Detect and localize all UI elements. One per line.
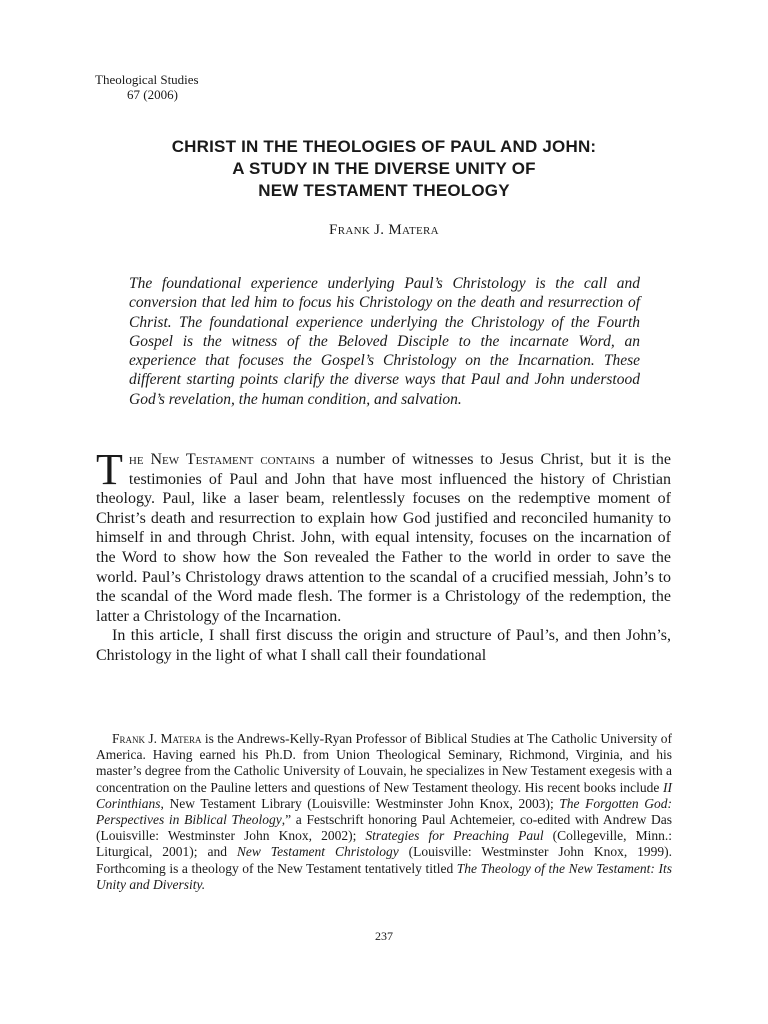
body-text	[96, 445, 672, 666]
footnote-text-1: is the Andrews-Kelly-Ryan Professor of Biblical Studies at The Catholic University of America. Having earned his Ph.D. from Union Theological Seminary, Richmond, Virginia, and his master’s degree from the Catholic University of Louvain, he specializes in New Testament exegesis with a concentration on the Pauline letters and questions of New Testament theology. His recent books include	[96, 731, 672, 795]
author-footnote	[96, 731, 672, 893]
lead-in-smallcaps: he New Testament contains	[128, 451, 316, 468]
book-title-4: New Testament Christology	[236, 844, 399, 860]
footnote-text-4: (Collegeville, Minn.: Liturgical, 2001); and	[96, 828, 672, 860]
book-title-3: Strategies for Preaching Paul	[365, 828, 544, 844]
book-title-5: The Theology of the New Testament: Its Unity and Diversity.	[96, 860, 672, 892]
page-number: 237	[375, 929, 393, 943]
book-title-1: II Corinthians	[96, 779, 672, 811]
paragraph-2: In this article, I shall first discuss the origin and structure of Paul’s, and then John’s, Christology in the light of what I shall call their foundational	[96, 627, 671, 664]
title-line-1: CHRIST IN THE THEOLOGIES OF PAUL AND JOHN:	[171, 137, 597, 156]
footnote-author: Frank J. Matera	[112, 731, 202, 746]
article-author: Frank J. Matera	[329, 222, 439, 238]
abstract	[129, 274, 640, 409]
title-line-2: A STUDY IN THE DIVERSE UNITY OF	[232, 159, 536, 178]
footnote-text-3: ,” a Festschrift honoring Paul Achtemeier, co-edited with Andrew Das (Louisville: Westminster John Knox, 2002);	[96, 812, 672, 844]
article-title	[96, 136, 672, 202]
paragraph-1-text: a number of witnesses to Jesus Christ, but it is the testimonies of Paul and John that have most influenced the history of Christian theology. Paul, like a laser beam, relentlessly focuses on the redemptive moment of Christ’s death and resurrection to explain how God justified and reconciled humanity to himself in and through Christ. John, with equal intensity, focuses on the incarnation of the Word to show how the Son revealed the Father to the world in order to save the world. Paul’s Christology draws attention to the scandal of a crucified messiah, John’s to the scandal of the Word made flesh. The former is a Christology of the redemption, the latter a Christology of the Incarnation.	[96, 451, 672, 625]
abstract-text: The foundational experience underlying Paul’s Christology is the call and conversion that led him to focus his Christology on the death and resurrection of Christ. The foundational experience underlying the Christology of the Fourth Gospel is the witness of the Beloved Disciple to the incarnate Word, an experience that focuses the Gospel’s Christology on the Incarnation. These different starting points clarify the diverse ways that Paul and John understood God’s revelation, the human condition, and salvation.	[129, 275, 640, 408]
footnote-text	[96, 731, 672, 893]
journal-header	[95, 72, 199, 102]
footnote-text-2: , New Testament Library (Louisville: Westminster John Knox, 2003);	[160, 795, 560, 811]
drop-cap: T	[96, 445, 123, 494]
journal-name: Theological Studies	[95, 72, 199, 87]
paragraph-1	[96, 445, 672, 626]
book-title-2: The Forgotten God: Perspectives in Biblical Theology	[96, 795, 672, 828]
journal-volume: 67 (2006)	[127, 87, 178, 102]
footnote-text-5: (Louisville: Westminster John Knox, 1999). Forthcoming is a theology of the New Testament tentatively titled	[96, 844, 672, 876]
title-line-3: NEW TESTAMENT THEOLOGY	[258, 181, 510, 200]
